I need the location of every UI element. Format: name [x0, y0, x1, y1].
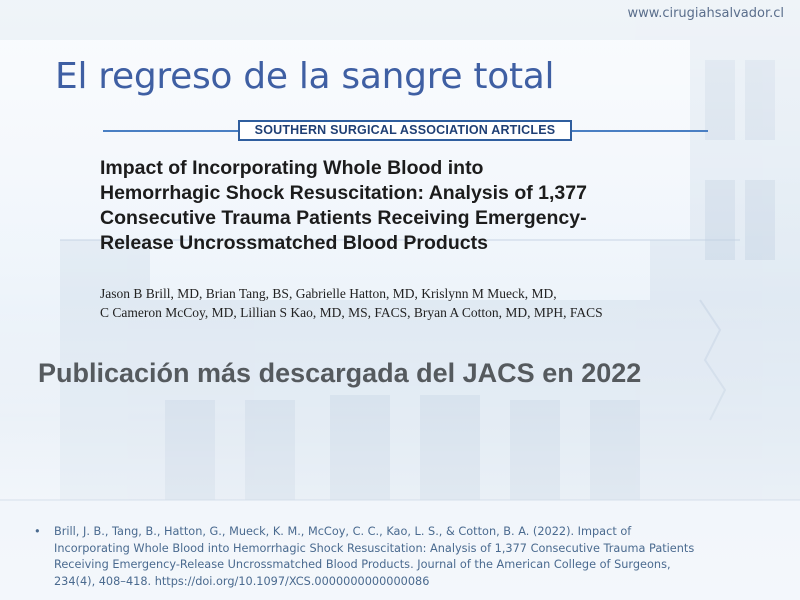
section-rule-left: [103, 130, 238, 132]
section-label: SOUTHERN SURGICAL ASSOCIATION ARTICLES: [238, 120, 572, 141]
article-title-line: Consecutive Trauma Patients Receiving Emergency-: [100, 207, 587, 229]
website-url: www.cirugiahsalvador.cl: [627, 6, 784, 21]
highlight-caption: Publicación más descargada del JACS en 2022: [38, 358, 642, 388]
bullet-icon: •: [34, 525, 41, 538]
article-title-line: Impact of Incorporating Whole Blood into: [100, 157, 484, 179]
article-title-line: Hemorrhagic Shock Resuscitation: Analysis of 1,377: [100, 182, 587, 204]
section-rule-right: [572, 130, 708, 132]
article-title-line: Release Uncrossmatched Blood Products: [100, 232, 488, 254]
article-authors: [100, 284, 700, 322]
citation-line: Incorporating Whole Blood into Hemorrhagic Shock Resuscitation: Analysis of 1,377 Consecutive Trauma Patients: [54, 541, 695, 555]
author-line: C Cameron McCoy, MD, Lillian S Kao, MD, MS, FACS, Bryan A Cotton, MD, MPH, FACS: [100, 305, 603, 320]
slide-title: El regreso de la sangre total: [55, 56, 555, 97]
citation-line: Receiving Emergency-Release Uncrossmatched Blood Products. Journal of the American College of Surgeons,: [54, 558, 671, 571]
citation-line: 234(4), 408–418. https://doi.org/10.1097/XCS.0000000000000086: [54, 574, 430, 588]
article-title: [100, 156, 710, 256]
citation-line: Brill, J. B., Tang, B., Hatton, G., Mueck, K. M., McCoy, C. C., Kao, L. S., & Cotton, B. A. (2022). Impact of: [54, 525, 632, 538]
citation-text: [54, 524, 784, 590]
author-line: Jason B Brill, MD, Brian Tang, BS, Gabrielle Hatton, MD, Krislynn M Mueck, MD,: [100, 286, 557, 301]
